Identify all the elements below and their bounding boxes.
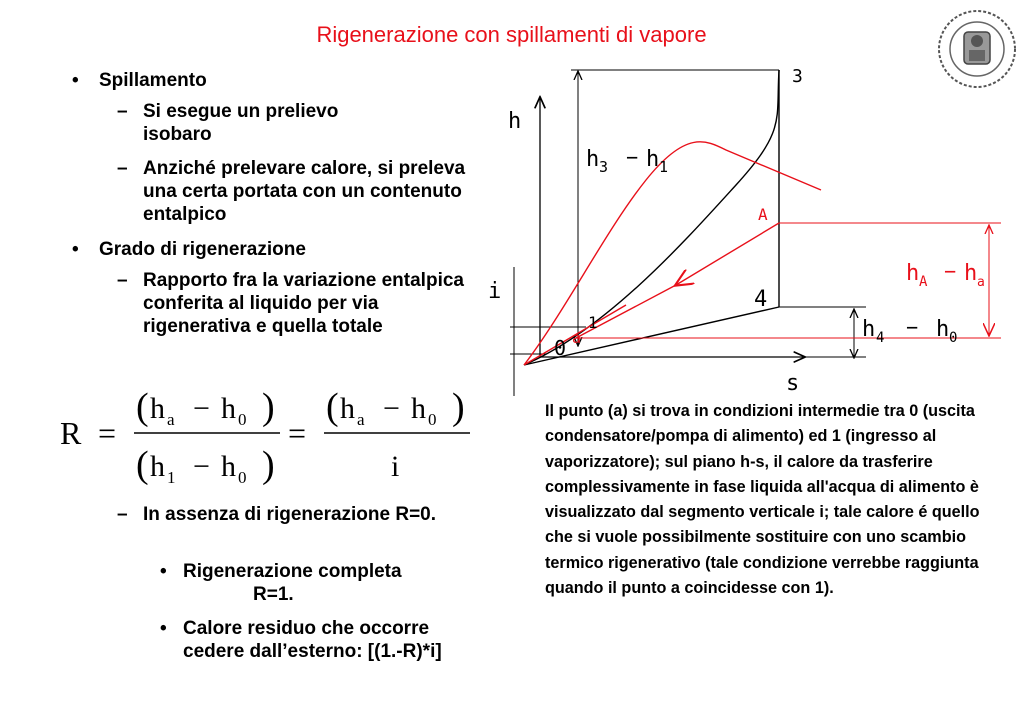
sub-bullet-text: Rapporto fra la variazione entalpica conferita al liquido per via rigenerativa e quella totale bbox=[143, 270, 464, 337]
den1-minus: − bbox=[193, 450, 210, 483]
den1-sub-1: 1 bbox=[167, 468, 176, 487]
lbl-h4-sub: 4 bbox=[876, 330, 885, 346]
lbl-h0-h: h bbox=[936, 317, 950, 342]
sub-sub-bullet-text-2: R=1. bbox=[253, 584, 294, 605]
sub-bullet-text: Anziché prelevare calore, si preleva una certa portata con un contenuto entalpico bbox=[143, 158, 466, 225]
num1-rp: ) bbox=[262, 386, 275, 428]
lbl-h3-sub: 3 bbox=[599, 158, 609, 176]
regeneration-formula bbox=[58, 382, 478, 492]
num2-sub-a: a bbox=[357, 410, 365, 429]
sub-sub-bullet-text: Rigenerazione completa bbox=[183, 561, 402, 582]
lbl-h3-h: h bbox=[586, 147, 600, 172]
den2-i: i bbox=[391, 450, 400, 483]
bullet-spillamento bbox=[72, 69, 207, 92]
num2-h0: h bbox=[411, 392, 426, 425]
sub-bullet-rapporto bbox=[117, 269, 475, 338]
num1-lp: ( bbox=[136, 386, 149, 428]
s-axis-label: s bbox=[786, 371, 800, 396]
num1-minus: − bbox=[193, 392, 210, 425]
sub-bullet-marker: – bbox=[117, 504, 128, 525]
sub-bullet-text: Si esegue un prelievo isobaro bbox=[143, 101, 339, 145]
bullet-marker: • bbox=[72, 239, 79, 260]
sub-sub-bullet-residuo bbox=[160, 617, 460, 663]
num1-h: h bbox=[150, 392, 165, 425]
den1-rp: ) bbox=[262, 444, 275, 486]
lbl-h1-h: h bbox=[646, 147, 660, 172]
point-1-label: 1 bbox=[588, 313, 598, 332]
num2-h: h bbox=[340, 392, 355, 425]
den1-lp: ( bbox=[136, 444, 149, 486]
num2-rp: ) bbox=[452, 386, 465, 428]
lbl-h0-sub: 0 bbox=[949, 330, 958, 346]
bullet-text: Spillamento bbox=[99, 70, 207, 91]
bullet-marker: • bbox=[72, 70, 79, 91]
lbl-hA-sub: A bbox=[919, 274, 928, 290]
num2-minus: − bbox=[383, 392, 400, 425]
lbl-h4-minus: − bbox=[906, 315, 919, 339]
den1-h0: h bbox=[221, 450, 236, 483]
page-title: Rigenerazione con spillamenti di vapore bbox=[316, 22, 707, 47]
formula-lhs: R bbox=[60, 415, 82, 451]
bullet-text: Grado di rigenerazione bbox=[99, 239, 306, 260]
lbl-h3-minus: − bbox=[626, 145, 639, 169]
den1-h: h bbox=[150, 450, 165, 483]
point-a-label: a bbox=[572, 329, 582, 347]
label-hA-minus-ha bbox=[906, 259, 985, 290]
sub-bullet-marker: – bbox=[117, 270, 128, 291]
point-A-label: A bbox=[758, 205, 768, 224]
h-axis-label: h bbox=[508, 109, 522, 134]
lbl-hA-h: h bbox=[906, 261, 920, 286]
point-3-label: 3 bbox=[792, 66, 803, 87]
hs-diagram bbox=[486, 60, 1016, 400]
sub-bullet-assenza bbox=[117, 503, 467, 526]
den1-sub-0: 0 bbox=[238, 468, 247, 487]
lbl-hA-minus: − bbox=[944, 259, 957, 283]
bullet-grado bbox=[72, 238, 306, 261]
num1-sub-a: a bbox=[167, 410, 175, 429]
i-label: i bbox=[488, 279, 502, 304]
sub-bullet-text: In assenza di rigenerazione R=0. bbox=[143, 504, 437, 525]
lbl-h4-h: h bbox=[862, 317, 876, 342]
lbl-h1-sub: 1 bbox=[659, 158, 669, 176]
num1-h0: h bbox=[221, 392, 236, 425]
lbl-ha-sub: a bbox=[977, 275, 985, 290]
formula-eq1: = bbox=[98, 415, 117, 451]
point-0-label: 0 bbox=[554, 336, 567, 360]
curve-1-3 bbox=[524, 70, 779, 365]
num1-sub-0: 0 bbox=[238, 410, 247, 429]
label-h3-minus-h1 bbox=[586, 145, 668, 176]
lbl-ha-h: h bbox=[964, 261, 978, 286]
sub-bullet-marker: – bbox=[117, 158, 128, 179]
sub-sub-bullet-completa bbox=[160, 560, 470, 606]
point-4-label: 4 bbox=[754, 287, 768, 312]
sub-sub-bullet-marker: • bbox=[160, 618, 167, 639]
explanation-note: Il punto (a) si trova in condizioni intermedie tra 0 (uscita condensatore/pompa di alimento) ed 1 (ingresso al vaporizzatore); sul piano h-s, il calore da trasferire complessivamente in fase liquida all'acqua di alimento è visualizzato dal segmento verticale i; tale calore é quello che si vuole possibilmente sostituire con uno scambio termico rigenerativo (tale condizione verrebbe raggiunta quando il punto a coincidesse con 1). bbox=[545, 402, 980, 598]
sub-sub-bullet-text: Calore residuo che occorre cedere dall’esterno: [(1.-R)*i] bbox=[183, 618, 442, 662]
sub-bullet-marker: – bbox=[117, 101, 128, 122]
sub-bullet-prelievo bbox=[117, 100, 387, 146]
formula-eq2: = bbox=[288, 415, 307, 451]
num2-sub-0: 0 bbox=[428, 410, 437, 429]
num2-lp: ( bbox=[326, 386, 339, 428]
label-h4-minus-h0 bbox=[862, 315, 957, 346]
sub-bullet-anziche bbox=[117, 157, 479, 226]
sub-sub-bullet-marker: • bbox=[160, 561, 167, 582]
